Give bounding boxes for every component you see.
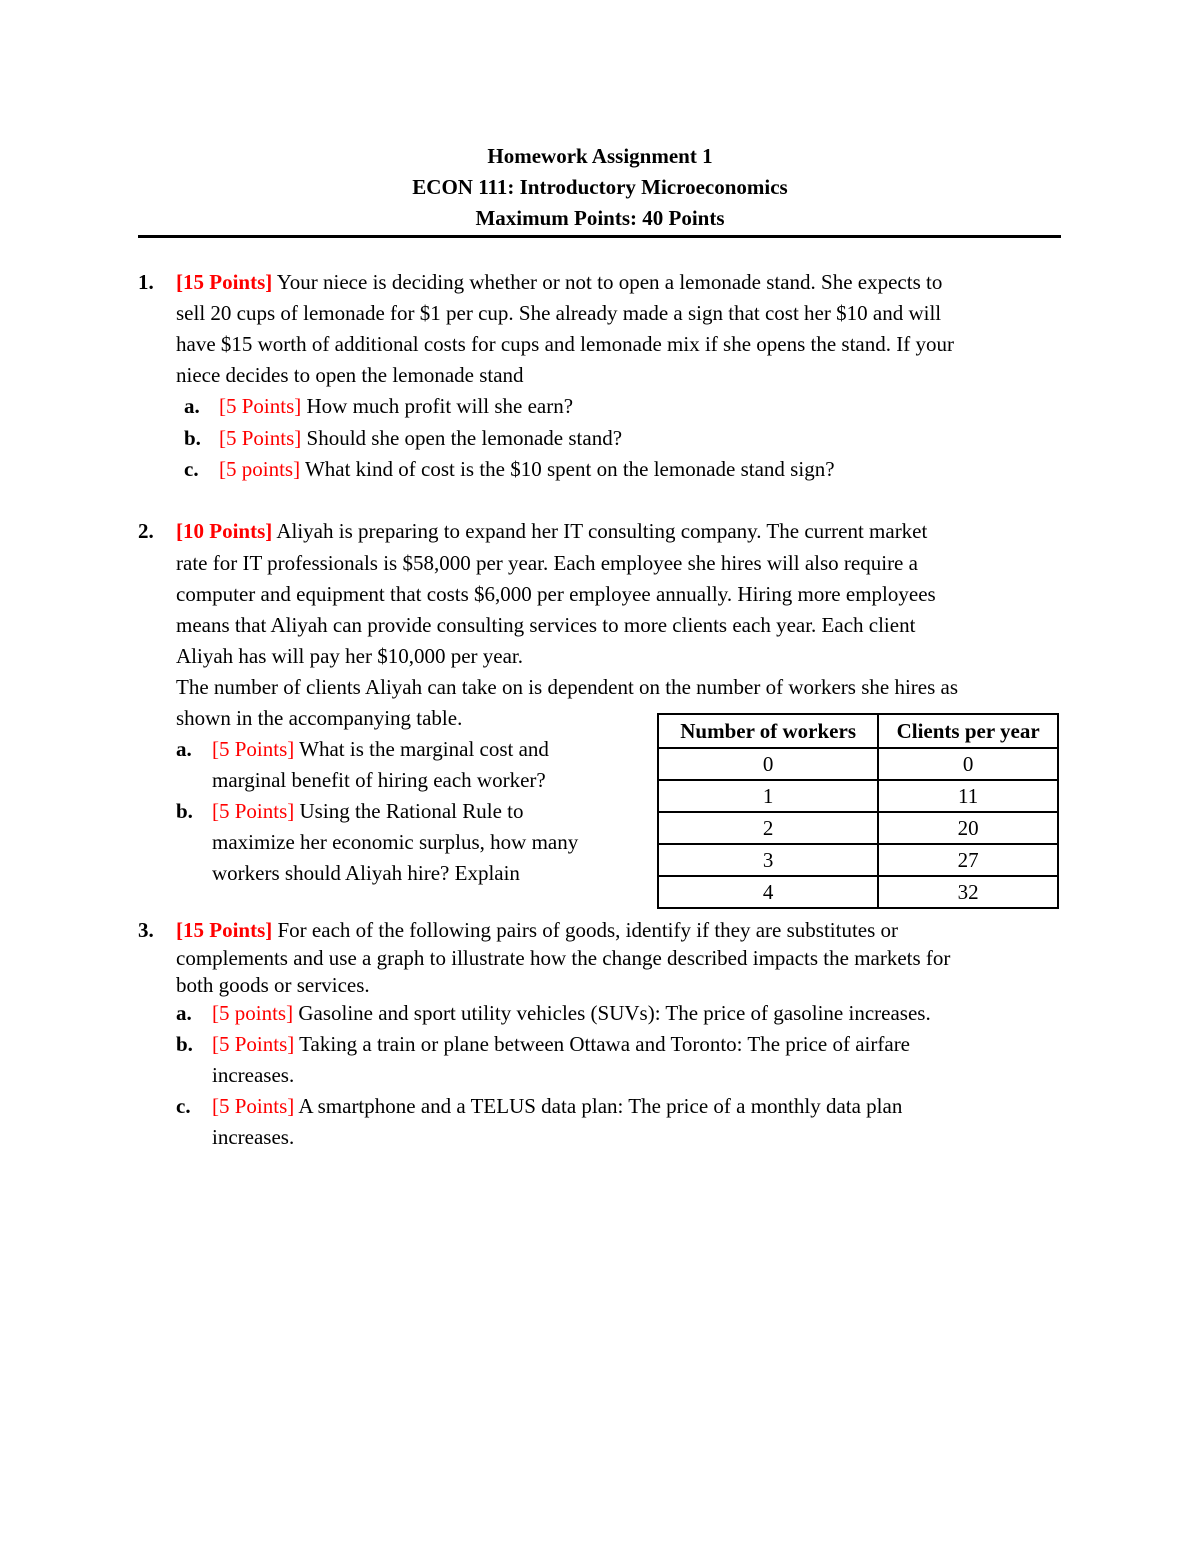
table-cell: 3	[658, 844, 878, 876]
q3b-line-2: increases.	[212, 1063, 295, 1087]
q3c-question: A smartphone and a TELUS data plan: The price of a monthly data plan	[294, 1094, 903, 1118]
q1c-text	[219, 457, 835, 482]
table-cell: 20	[878, 812, 1058, 844]
q1a-label: a.	[184, 394, 200, 418]
q1b-text	[219, 426, 622, 451]
q2b-points: [5 Points]	[212, 799, 295, 823]
q2b-label: b.	[176, 799, 193, 823]
q3b-label: b.	[176, 1032, 193, 1056]
q1a-points: [5 Points]	[219, 394, 302, 418]
q3b-points: [5 Points]	[212, 1032, 295, 1056]
q3a-points: [5 points]	[212, 1001, 294, 1025]
q1-line-4: niece decides to open the lemonade stand	[176, 363, 524, 387]
q3a-label: a.	[176, 1001, 192, 1025]
q2-points: [10 Points]	[176, 519, 273, 543]
q3b-question: Taking a train or plane between Ottawa and Toronto: The price of airfare	[294, 1032, 911, 1056]
q3a-question: Gasoline and sport utility vehicles (SUVs): The price of gasoline increases.	[293, 1001, 931, 1025]
q2-text: Aliyah is preparing to expand her IT consulting company. The current market	[272, 519, 928, 543]
table-cell: 4	[658, 876, 878, 908]
q2b-question: Using the Rational Rule to	[294, 799, 524, 823]
q1b-question: Should she open the lemonade stand?	[301, 426, 623, 450]
table-cell: 0	[658, 748, 878, 780]
table-header-row	[658, 714, 1058, 748]
q2a-points: [5 Points]	[212, 737, 295, 761]
q1b-label: b.	[184, 426, 201, 450]
table-row	[658, 812, 1058, 844]
q1b-points: [5 Points]	[219, 426, 302, 450]
q1-points: [15 Points]	[176, 270, 273, 294]
q1-line-3: have $15 worth of additional costs for cups and lemonade mix if she opens the stand. If your	[176, 332, 954, 356]
q1-number: 1.	[138, 270, 154, 294]
q3-points: [15 Points]	[176, 918, 273, 942]
q2-line-3: computer and equipment that costs $6,000 per employee annually. Hiring more employees	[176, 582, 936, 606]
q3c-points: [5 Points]	[212, 1094, 295, 1118]
q2a-line-2: marginal benefit of hiring each worker?	[212, 768, 546, 792]
assignment-title: Homework Assignment 1	[487, 144, 713, 168]
table-row	[658, 876, 1058, 908]
q3a-line-1	[212, 1001, 931, 1026]
table-cell: 32	[878, 876, 1058, 908]
q3-number: 3.	[138, 918, 154, 942]
course-title: ECON 111: Introductory Microeconomics	[412, 175, 788, 199]
q3c-line-1	[212, 1094, 902, 1119]
q2a-label: a.	[176, 737, 192, 761]
table-header: Clients per year	[878, 714, 1058, 748]
table-cell: 0	[878, 748, 1058, 780]
table-row	[658, 780, 1058, 812]
q2a-question: What is the marginal cost and	[294, 737, 549, 761]
q3-line-3: both goods or services.	[176, 973, 370, 997]
max-points: Maximum Points: 40 Points	[475, 206, 725, 230]
q1-text: Your niece is deciding whether or not to open a lemonade stand. She expects to	[272, 270, 943, 294]
q1-line-1	[176, 270, 942, 295]
q2-line-5: Aliyah has will pay her $10,000 per year.	[176, 644, 523, 668]
q2b-line-1	[212, 799, 524, 824]
q2b-line-3: workers should Aliyah hire? Explain	[212, 861, 520, 885]
table-cell: 11	[878, 780, 1058, 812]
q3c-line-2: increases.	[212, 1125, 295, 1149]
table-row	[658, 844, 1058, 876]
q2-line-4: means that Aliyah can provide consulting services to more clients each year. Each client	[176, 613, 916, 637]
q1a-question: How much profit will she earn?	[301, 394, 574, 418]
q1-line-2: sell 20 cups of lemonade for $1 per cup. She already made a sign that cost her $10 and will	[176, 301, 942, 325]
table-row	[658, 748, 1058, 780]
q2b-line-2: maximize her economic surplus, how many	[212, 830, 579, 854]
table-header: Number of workers	[658, 714, 878, 748]
q2-number: 2.	[138, 519, 154, 543]
q2-line-2: rate for IT professionals is $58,000 per year. Each employee she hires will also require a	[176, 551, 918, 575]
q1c-points: [5 points]	[219, 457, 301, 481]
q3-line-2: complements and use a graph to illustrate how the change described impacts the markets for	[176, 946, 951, 970]
table-cell: 1	[658, 780, 878, 812]
q1a-text	[219, 394, 573, 419]
q2-line-1	[176, 519, 927, 544]
q2a-line-1	[212, 737, 549, 762]
q3-line-1	[176, 918, 898, 943]
table-cell: 2	[658, 812, 878, 844]
q2-line-6: The number of clients Aliyah can take on is dependent on the number of workers she hires as	[176, 675, 959, 699]
q3c-label: c.	[176, 1094, 191, 1118]
q3b-line-1	[212, 1032, 910, 1057]
workers-clients-table	[657, 713, 1059, 909]
table-cell: 27	[878, 844, 1058, 876]
q3-text: For each of the following pairs of goods, identify if they are substitutes or	[272, 918, 899, 942]
q1c-label: c.	[184, 457, 199, 481]
q2-line-7: shown in the accompanying table.	[176, 706, 463, 730]
header-divider	[138, 235, 1061, 238]
q1c-question: What kind of cost is the $10 spent on the lemonade stand sign?	[300, 457, 835, 481]
